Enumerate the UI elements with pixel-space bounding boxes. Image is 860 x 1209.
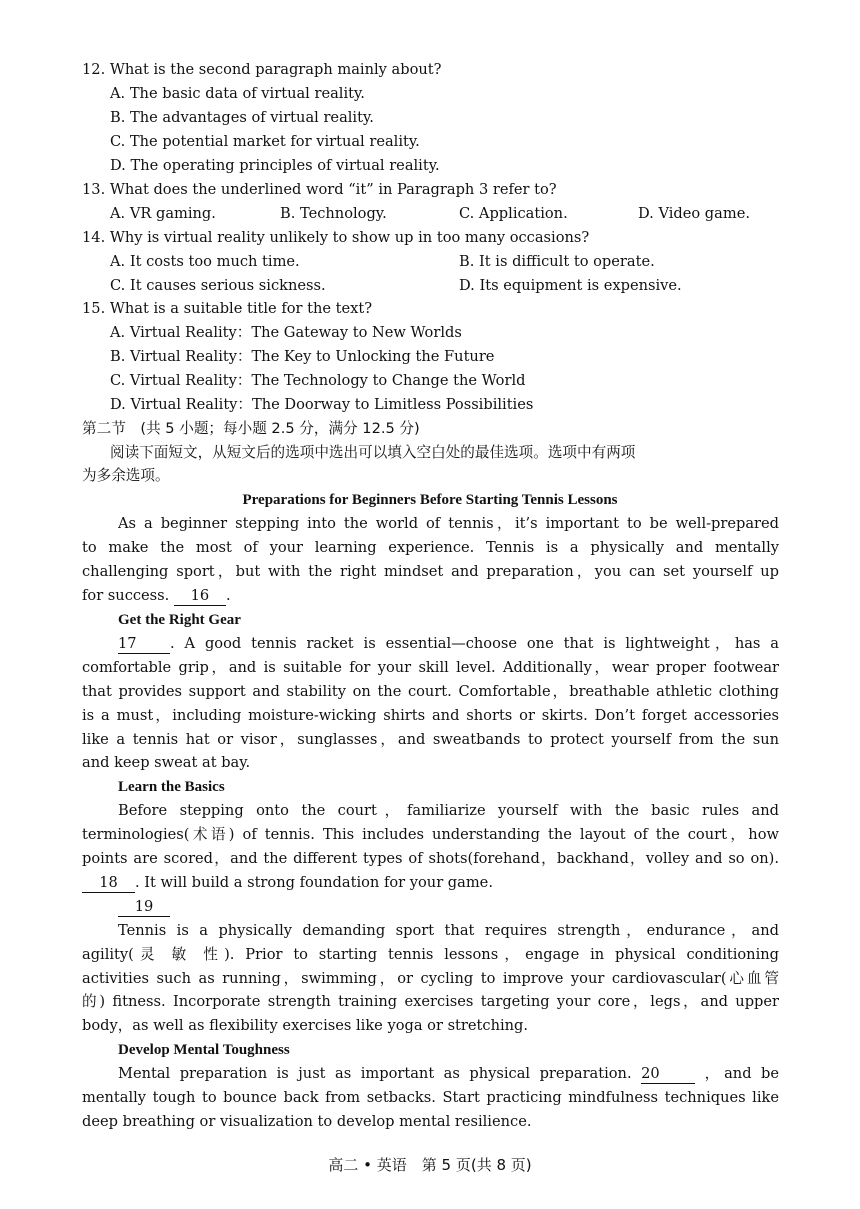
question-15-stem: 15. What is a suitable title for the text? (82, 300, 373, 317)
paragraph-3-line-2: terminologies(术语) of tennis. This includes understanding the layout of the court，how (82, 826, 779, 843)
paragraph-4-line-4: 的) fitness. Incorporate strength training exercises targeting your core，legs，and upper (82, 993, 779, 1010)
blank-19-line (118, 895, 815, 919)
question-15-option-b: B. Virtual Reality：The Key to Unlocking the Future (110, 348, 495, 365)
paragraph-2-line-2: comfortable grip，and is suitable for your skill level. Additionally，wear proper footwear (82, 659, 779, 676)
question-14-option-b: B. It is difficult to operate. (459, 253, 655, 270)
paragraph-4-line-5: body，as well as flexibility exercises like yoga or stretching. (82, 1017, 529, 1034)
paragraph-5-line-3: deep breathing or visualization to develop mental resilience. (82, 1113, 532, 1130)
paragraph-1-line-2: to make the most of your learning experience. Tennis is a physically and mentally (82, 539, 779, 556)
subheading-get-the-right-gear: Get the Right Gear (118, 612, 241, 628)
blank-17[interactable]: 17 (118, 635, 170, 654)
section-2-instructions-line1: 阅读下面短文，从短文后的选项中选出可以填入空白处的最佳选项。选项中有两项 (110, 444, 636, 461)
page-footer: 高二 • 英语 第 5 页(共 8 页) (328, 1156, 532, 1174)
paragraph-1-line-3: challenging sport，but with the right mindset and preparation，you can set yourself up (82, 563, 779, 580)
paragraph-2-line-3: that provides support and stability on the court. Comfortable，breathable athletic clothing (82, 683, 779, 700)
paragraph-5-line-1-text: Mental preparation is just as important as physical preparation. (118, 1065, 632, 1082)
question-12-option-c: C. The potential market for virtual reality. (110, 133, 420, 150)
paragraph-5-line-2: mentally tough to bounce back from setbacks. Start practicing mindfulness techniques like (82, 1089, 779, 1106)
paragraph-5-line-1-end: ，and be (704, 1065, 779, 1082)
paragraph-2-line-5: like a tennis hat or visor，sunglasses，and sweatbands to protect yourself from the sun (82, 731, 779, 748)
question-13-option-d: D. Video game. (638, 205, 750, 222)
blank-19[interactable]: 19 (118, 898, 170, 917)
question-14-options-row2 (110, 274, 779, 298)
question-14-options-row1 (110, 250, 779, 274)
question-13-stem: 13. What does the underlined word “it” in Paragraph 3 refer to? (82, 181, 557, 198)
subheading-learn-the-basics: Learn the Basics (118, 779, 225, 795)
section-2-heading: 第二节 (共 5 小题；每小题 2.5 分，满分 12.5 分) (82, 420, 420, 437)
question-15-option-c: C. Virtual Reality：The Technology to Change the World (110, 372, 526, 389)
paragraph-2-line-4: is a must，including moisture-wicking shirts and shorts or skirts. Don’t forget accessories (82, 707, 779, 724)
question-13-option-a: A. VR gaming. (110, 205, 216, 222)
question-12-option-d: D. The operating principles of virtual reality. (110, 157, 440, 174)
question-13-option-b: B. Technology. (280, 205, 387, 222)
paragraph-3-line-1: Before stepping onto the court，familiarize yourself with the basic rules and (118, 802, 779, 819)
question-13-option-c: C. Application. (459, 205, 568, 222)
blank-20[interactable]: 20 (641, 1065, 695, 1084)
paragraph-2-line-1 (118, 632, 779, 656)
paragraph-3-line-4 (82, 871, 779, 895)
paragraph-1-line-1: As a beginner stepping into the world of tennis，it’s important to be well-prepared (118, 515, 779, 532)
paragraph-1-line-4 (82, 584, 779, 608)
question-13-options (110, 202, 779, 226)
subheading-develop-mental-toughness: Develop Mental Toughness (118, 1042, 290, 1058)
question-14-option-d: D. Its equipment is expensive. (459, 277, 682, 294)
question-14-option-a: A. It costs too much time. (110, 253, 300, 270)
paragraph-2-line-6: and keep sweat at bay. (82, 754, 251, 771)
paragraph-4-line-3: activities such as running，swimming，or cycling to improve your cardiovascular(心血管 (82, 970, 779, 987)
paragraph-3-line-4-text: . It will build a strong foundation for your game. (135, 874, 493, 891)
question-12-option-b: B. The advantages of virtual reality. (110, 109, 374, 126)
question-15-option-a: A. Virtual Reality：The Gateway to New Worlds (110, 324, 462, 341)
blank-16[interactable]: 16 (174, 587, 226, 606)
paragraph-1-line-4-text: for success. (82, 587, 170, 604)
question-14-option-c: C. It causes serious sickness. (110, 277, 326, 294)
question-14-stem: 14. Why is virtual reality unlikely to show up in too many occasions? (82, 229, 590, 246)
paragraph-2-line-1-text: . A good tennis racket is essential—choose one that is lightweight，has a (170, 635, 779, 652)
blank-18[interactable]: 18 (82, 874, 135, 893)
section-2-instructions-line2: 为多余选项。 (82, 467, 170, 484)
paragraph-4-line-2: agility(灵 敏 性). Prior to starting tennis lessons，engage in physical conditioning (82, 946, 779, 963)
paragraph-1-line-4-end: . (225, 587, 231, 604)
paragraph-4-line-1: Tennis is a physically demanding sport that requires strength，endurance，and (118, 922, 779, 939)
passage-title: Preparations for Beginners Before Starting Tennis Lessons (242, 492, 618, 508)
question-15-option-d: D. Virtual Reality：The Doorway to Limitless Possibilities (110, 396, 534, 413)
paragraph-5-line-1 (118, 1062, 779, 1086)
question-12-stem: 12. What is the second paragraph mainly about? (82, 61, 442, 78)
paragraph-3-line-3: points are scored，and the different types of shots(forehand，backhand，volley and so on). (82, 850, 779, 867)
question-12-option-a: A. The basic data of virtual reality. (110, 85, 365, 102)
